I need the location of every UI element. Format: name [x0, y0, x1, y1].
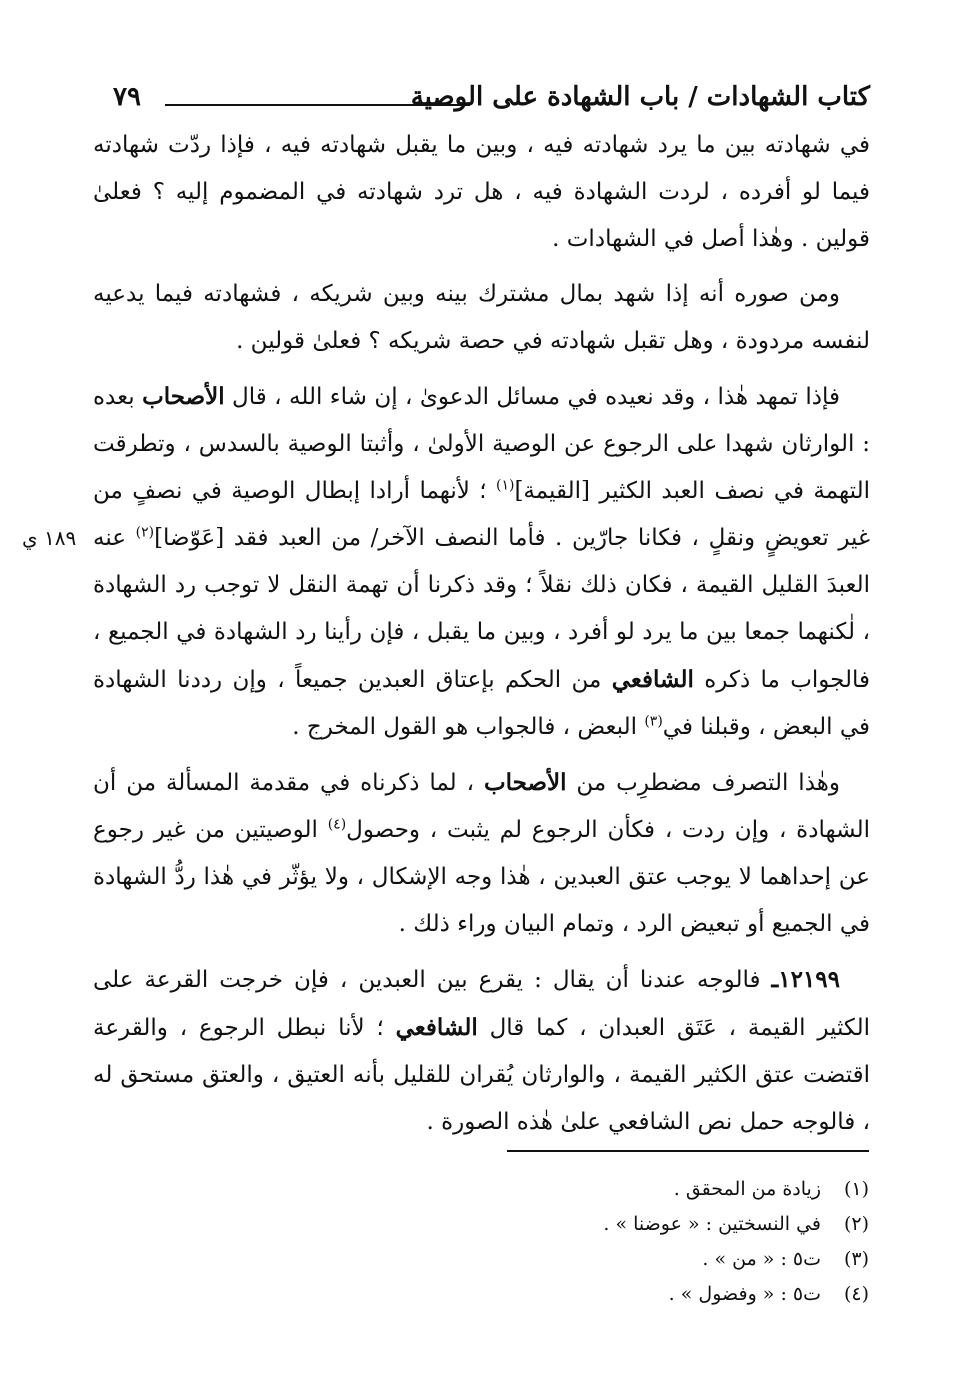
bold-term: الشافعي — [611, 666, 694, 693]
footnote-reference: (٢) — [135, 524, 155, 541]
paragraph — [93, 373, 870, 751]
text-run: فالوجه عندنا أن يقال : يقرع بين العبدين ، فإن خرجت القرعة على الكثير القيمة ، عَتَق العبدان ، كما قال — [93, 967, 870, 1041]
footnotes — [169, 1172, 869, 1312]
text-run: ومن صوره أنه إذا شهد بمال مشترك بينه وبين شريكه ، فشهادته فيما يدعيه لنفسه مردودة ، وهل تقبل شهادته في حصة شريكه ؟ فعلىٰ قولين . — [93, 281, 870, 354]
text-run: بعده : الوارثان شهدا على الرجوع عن الوصية الأولىٰ ، وأثبتا الوصية بالسدس ، وتطرقت التهمة في نصف العبد الكثير [القيمة] — [93, 384, 870, 504]
header-title: كتاب الشهادات / باب الشهادة على الوصية — [410, 82, 870, 112]
bold-term: الأصحاب — [142, 383, 225, 410]
text-run: من الحكم بإعتاق العبدين جميعاً ، وإن رددنا الشهادة في البعض ، وقبلنا في — [93, 667, 870, 740]
text-run: في شهادته بين ما يرد شهادته فيه ، وبين ما يقبل شهادته فيه ، فإذا ردّت شهادته فيما لو أفرده ، لردت الشهادة فيه ، هل ترد شهادته في المضموم إليه ؟ فعلىٰ قولين . وهٰذا أصل في الشهادات . — [93, 132, 870, 252]
footnote — [169, 1242, 869, 1277]
bold-term: ١٢١٩٩ـ — [771, 966, 840, 993]
footnote-text: ت٥ : « وفضول » . — [668, 1283, 821, 1305]
text-run: البعض ، فالجواب هو القول المخرج . — [292, 714, 645, 740]
footnote-reference: (٤) — [327, 816, 347, 833]
bold-term: الأصحاب — [483, 769, 567, 796]
footnote-number: (٣) — [843, 1248, 869, 1270]
footnote-text: في النسختين : « عوضنا » . — [603, 1213, 821, 1235]
paragraph — [93, 759, 870, 948]
footnote-number: (٤) — [843, 1283, 869, 1305]
footnote — [169, 1207, 869, 1242]
header-rule — [165, 104, 470, 106]
footnote — [169, 1277, 869, 1312]
footnote-number: (١) — [843, 1178, 869, 1200]
text-run: ؛ لأنا نبطل الرجوع ، والقرعة اقتضت عتق الكثير القيمة ، والوارثان يُقران للقليل بأنه العتيق ، والعتق مستحق له ، فالوجه حمل نص الشافعي علىٰ هٰذه الصورة . — [93, 1015, 870, 1135]
paragraph — [93, 956, 870, 1146]
text-run: ، لما ذكرناه في مقدمة المسألة من أن الشهادة ، وإن ردت ، فكأن الرجوع لم يثبت ، وحصول — [93, 770, 870, 843]
bold-term: الشافعي — [395, 1014, 478, 1041]
footnote-reference: (١) — [495, 477, 515, 494]
footnote-text: ت٥ : « من » . — [702, 1248, 821, 1270]
footnote-text: زيادة من المحقق . — [673, 1178, 821, 1200]
footnote — [169, 1172, 869, 1207]
main-text — [93, 122, 870, 1154]
text-run: عنه العبدَ القليل القيمة ، فكان ذلك نقلاً ؛ وقد ذكرنا أن تهمة النقل لا توجب رد الشهادة ، لٰكنهما جمعا بين ما يرد لو أفرد ، وبين ما يقبل ، فإن رأينا رد الشهادة في الجميع ، فالجواب ما ذكره — [93, 525, 870, 693]
footnote-reference: (٣) — [644, 713, 663, 730]
text-run: فإذا تمهد هٰذا ، وقد نعيده في مسائل الدعوىٰ ، إن شاء الله ، قال — [224, 384, 840, 410]
text-run: وهٰذا التصرف مضطرِب من — [566, 770, 840, 796]
running-header — [95, 78, 870, 122]
footnote-rule — [507, 1150, 869, 1152]
margin-manuscript-note: ١٨٩ ي — [22, 526, 77, 550]
paragraph — [93, 122, 870, 263]
text-run: ؛ لأنهما أرادا إبطال الوصية في نصفٍ من غير تعويضٍ ونقلٍ ، فكانا جارّين . فأما النصف الآخر/ من العبد فقد [عَوّضا] — [93, 478, 870, 551]
text-run: الوصيتين من غير رجوع عن إحداهما لا يوجب عتق العبدين ، هٰذا وجه الإشكال ، ولا يؤثّر في هٰذا ردُّ الشهادة في الجميع أو تبعيض الرد ، وتمام البيان وراء ذلك . — [93, 817, 870, 937]
paragraph — [93, 271, 870, 365]
page-number: ٧٩ — [113, 82, 141, 112]
footnote-number: (٢) — [843, 1213, 869, 1235]
